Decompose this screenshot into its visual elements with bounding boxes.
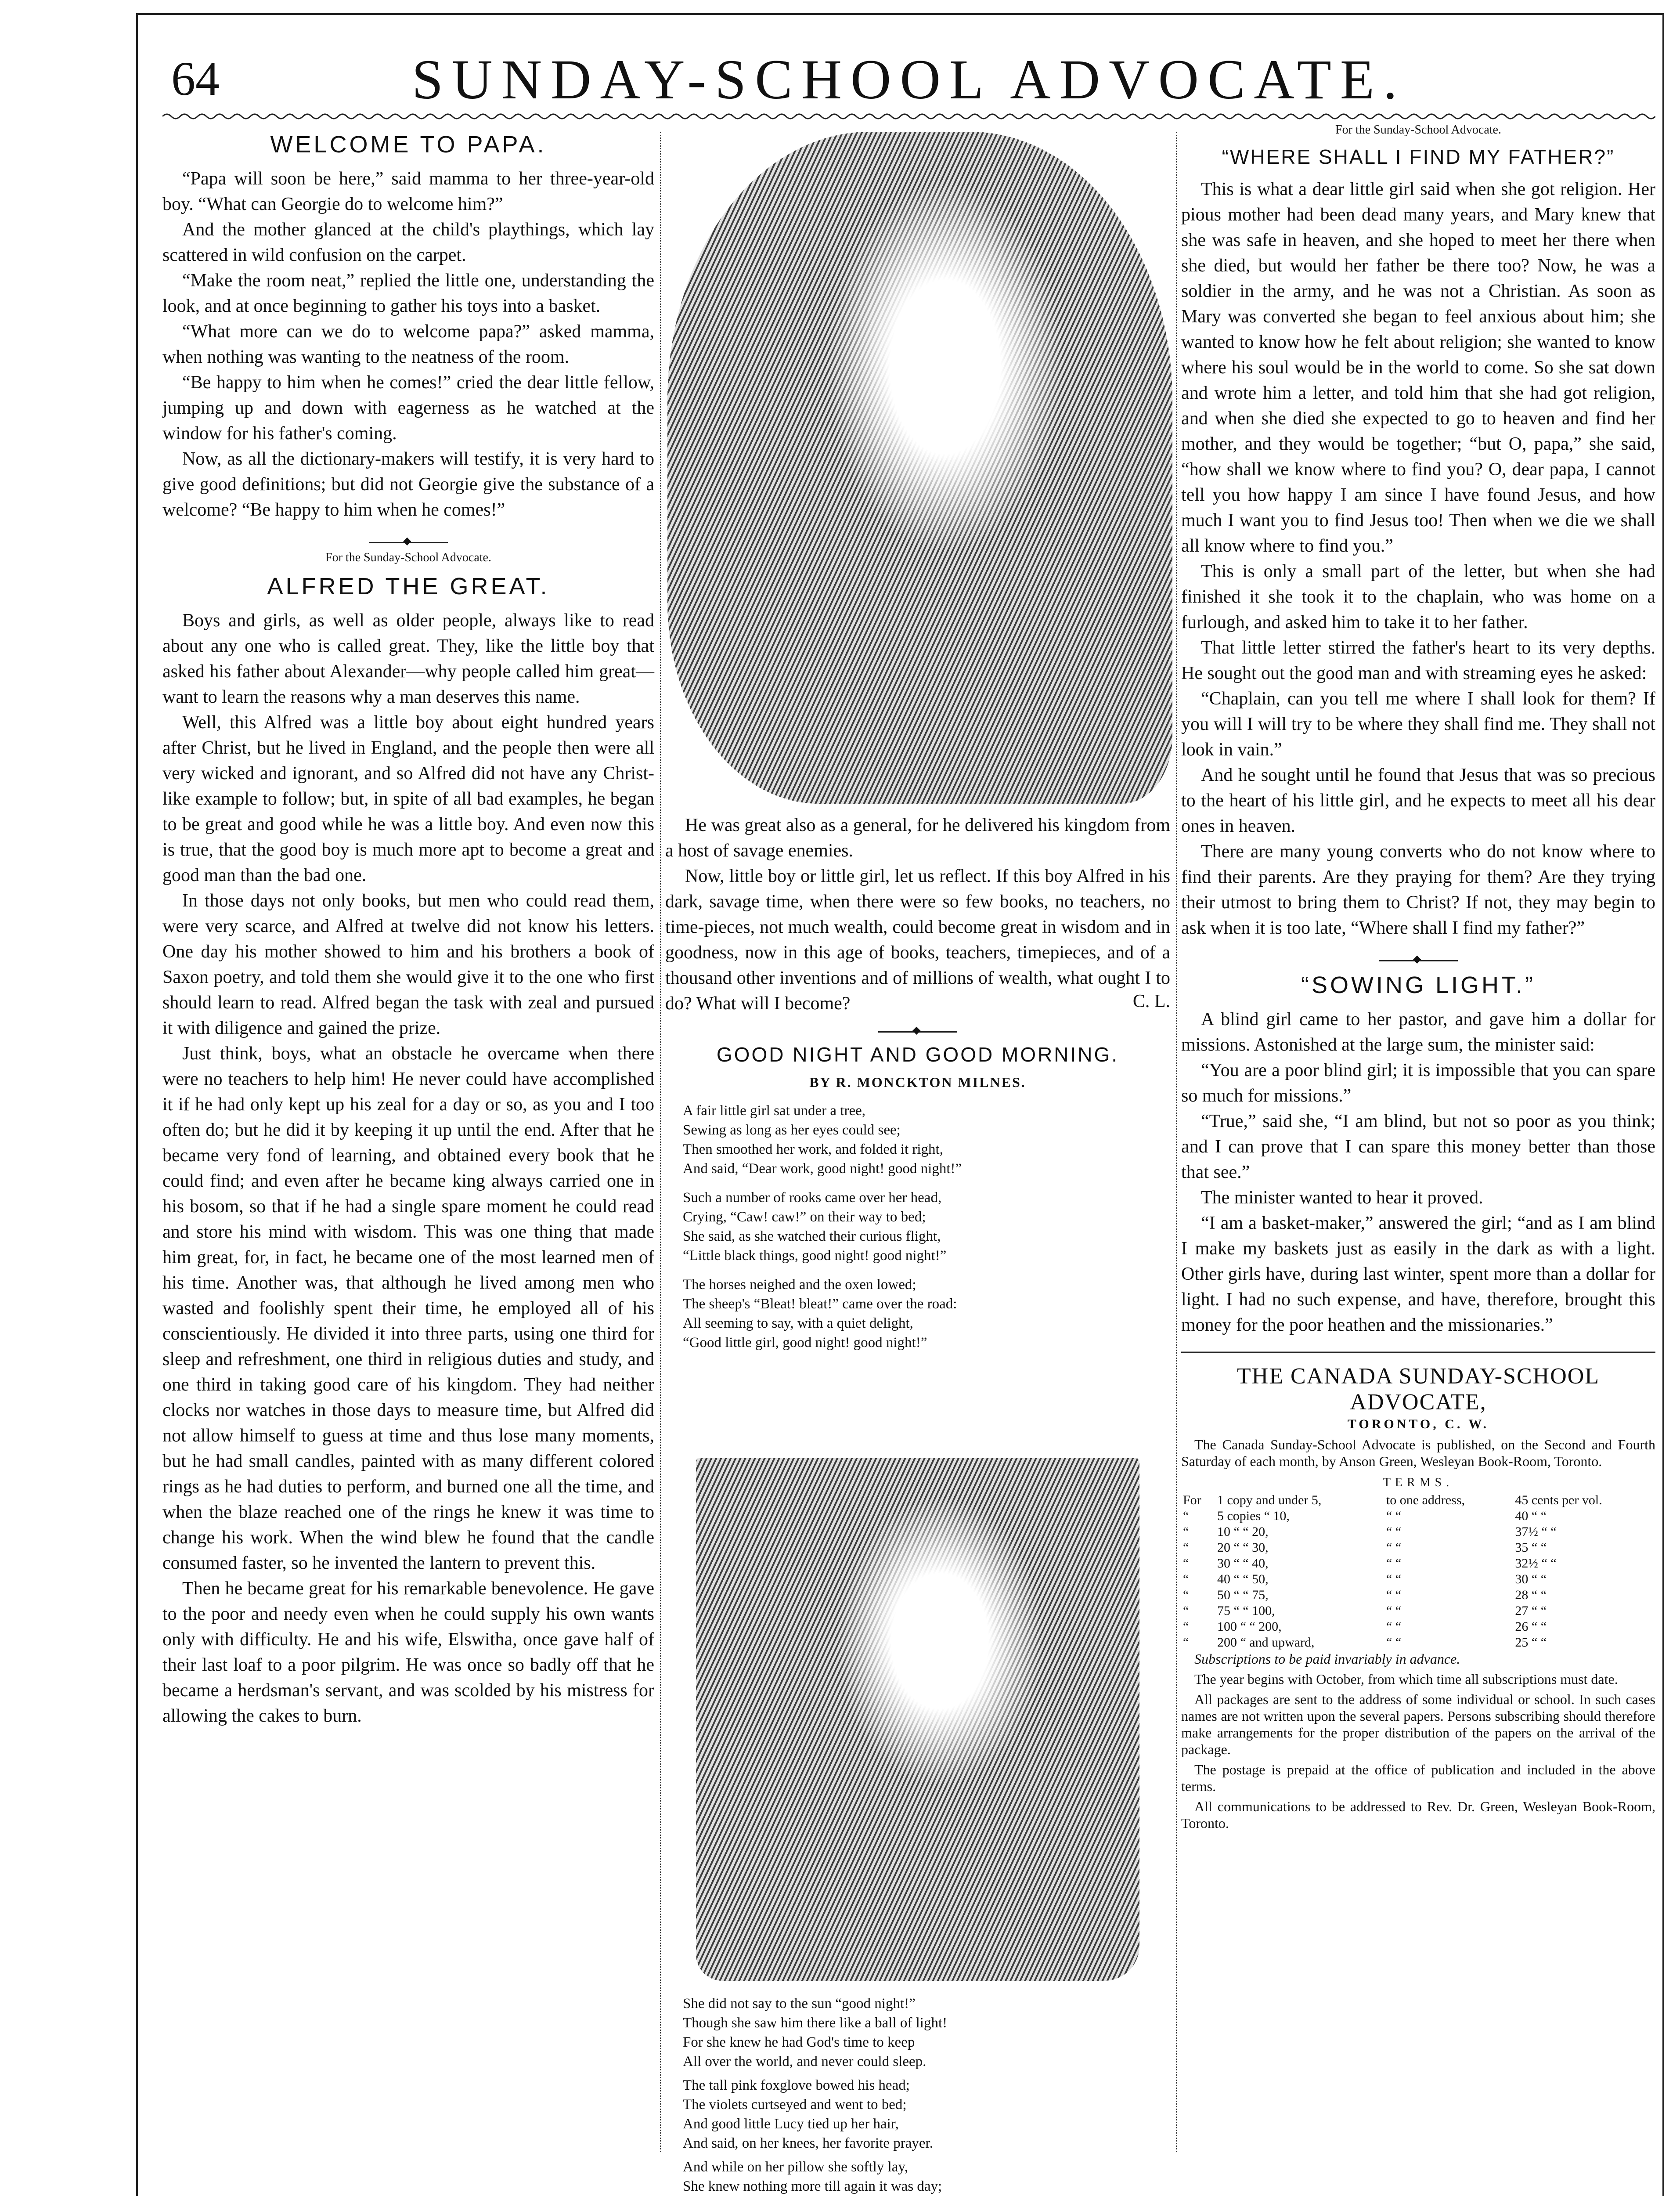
poem-line: Such a number of rooks came over her head, <box>683 1190 942 1206</box>
paragraph: “I am a basket-maker,” answered the girl; “and as I am blind I make my baskets just as easily in the dark as with a light. Other girls have, during last winter, spent more than a dollar for light. I had no such expense, and have, therefore, brought this money for the poor heathen and the missionaries.” <box>1181 1213 1655 1335</box>
terms-table <box>1181 1492 1655 1651</box>
engraving-mother-and-child-illustration <box>696 1458 1139 1981</box>
engraving-king-alfred-illustration <box>667 132 1172 804</box>
table-cell: 1 copy and under 5, <box>1217 1493 1322 1507</box>
table-cell: 25 “ “ <box>1515 1635 1547 1650</box>
poem-line: A fair little girl sat under a tree, <box>683 1103 866 1119</box>
paragraph: The minister wanted to hear it proved. <box>1201 1188 1483 1208</box>
paragraph: Then he became great for his remarkable benevolence. He gave to the poor and needy even when he could supply his own wants only with difficulty. He and his wife, Elswitha, once gave half of their last loaf to a poor pilgrim. He was once so badly off that he became a herdsman's servant, and was scolded by his mistress for allowing the cakes to burn. <box>162 1578 654 1726</box>
poem-continuation <box>665 1994 1170 2196</box>
article-title: ALFRED THE GREAT. <box>267 573 550 600</box>
table-cell: “ “ <box>1386 1619 1402 1634</box>
poem-line: All seeming to say, with a quiet delight, <box>683 1315 913 1331</box>
table-cell: 5 copies “ 10, <box>1217 1509 1290 1523</box>
paragraph: “You are a poor blind girl; it is impossible that you can spare so much for missions.” <box>1181 1060 1655 1106</box>
table-cell: “ “ <box>1386 1540 1402 1555</box>
poem-line: For she knew he had God's time to keep <box>683 2034 915 2050</box>
poem-line: And while on her pillow she softly lay, <box>683 2159 908 2175</box>
table-cell: “ <box>1183 1509 1189 1523</box>
paragraph: There are many young converts who do not know where to find their parents. Are they praying for them? Are they trying their utmost to bring them to Christ? If not, they may begin to ask when it is too late, “Where shall I find my father?” <box>1181 842 1655 938</box>
table-cell: “ “ <box>1386 1588 1402 1602</box>
table-cell: “ “ <box>1386 1604 1402 1618</box>
imprint-intro: The Canada Sunday-School Advocate is published, on the Second and Fourth Saturday of each month, by Anson Green, Wesleyan Book-Room, Toronto. <box>1181 1437 1655 1469</box>
table-cell: “ <box>1183 1635 1189 1650</box>
poem-line: She said, as she watched their curious flight, <box>683 1228 941 1244</box>
poem-line: And said, on her knees, her favorite prayer. <box>683 2135 933 2151</box>
table-cell: 30 “ “ 40, <box>1217 1556 1269 1571</box>
page-header <box>162 35 1655 110</box>
table-cell: 50 “ “ 75, <box>1217 1588 1269 1602</box>
table-cell: “ <box>1183 1604 1189 1618</box>
paragraph: “True,” said she, “I am blind, but not so poor as you think; and I can prove that I can spare this money better than those that see.” <box>1181 1111 1655 1182</box>
article-welcome-to-papa <box>162 131 654 523</box>
poem-line: All over the world, and never could sleep. <box>683 2054 927 2070</box>
poem-stanza <box>683 1275 1170 1352</box>
table-cell: “ “ <box>1386 1556 1402 1571</box>
paragraph: “Make the room neat,” replied the little one, understanding the look, and at once beginning to gather his toys into a basket. <box>162 271 654 316</box>
table-cell: 32½ “ “ <box>1515 1556 1557 1571</box>
paragraph: He was great also as a general, for he delivered his kingdom from a host of savage enemies. <box>665 815 1170 861</box>
table-cell: “ “ <box>1386 1509 1402 1523</box>
paragraph: Boys and girls, as well as older people, always like to read about any one who is called great. They, like the little boy that asked his father about Alexander—why people called him great—want to learn the reasons why a man deserves this name. <box>162 610 654 707</box>
paragraph: Just think, boys, what an obstacle he overcame when there were no teachers to help him! He never could have accomplished it if he had only kept up his zeal for a day or so, as you and I too often do; but he did it by keeping it up until the end. After that he became very fond of learning, and obtained every book that he could find; and even after he became king always carried one in his bosom, so that if he had a single spare moment he could read and store his mind with wisdom. This was one thing that made him great, for, in fact, he became one of the most learned men of his time. Another was, that although he lived among men who wasted and foolishly spent their time, he employed all of his conscientiously. He divided it into three parts, using one third for sleep and refreshment, one third in religious duties and study, and one third in taking good care of his kingdom. They had neither clocks nor watches in those days to measure time, but Alfred did not allow himself to guess at time and thus lose many moments, but he had small candles, painted with as many different colored rings as he had duties to perform, and burned one all the time, and when the blaze reached one of the rings he knew it was time to change his work. When the wind blew he found that the candle consumed faster, so he invented the lantern to prevent this. <box>162 1044 654 1573</box>
paragraph: “Papa will soon be here,” said mamma to her three-year-old boy. “What can Georgie do to welcome him?” <box>162 169 654 214</box>
paragraph: This is what a dear little girl said when she got religion. Her pious mother had been dead many years, and Mary knew that she was safe in heaven, and she hoped to meet her there when she died, but would her father be there too? Now, he was a soldier in the army, and he was not a Christian. As soon as Mary was converted she began to feel anxious about him; she wanted to know how he felt about religion; she wanted to know where his soul would be in the world to come. So she sat down and wrote him a letter, and told him that she had got religion, and when she died she expected to go to heaven and find her mother, and they would be together; “but O, papa,” she said, “how shall we know where to find you? O, dear papa, I cannot tell you how happy I am since I have found Jesus, and how much I want you to find Jesus too! Then when we die we shall all know where to find you.” <box>1181 179 1655 556</box>
page-number: 64 <box>171 52 220 105</box>
paragraph: “What more can we do to welcome papa?” asked mamma, when nothing was wanting to the neatness of the room. <box>162 321 654 367</box>
table-cell: 40 “ “ <box>1515 1509 1547 1523</box>
table-row <box>1181 1524 1655 1540</box>
poem-line: Though she saw him there like a ball of light! <box>683 2015 948 2031</box>
table-cell: “ <box>1183 1540 1189 1555</box>
table-row <box>1181 1603 1655 1619</box>
imprint-place: TORONTO, C. W. <box>1347 1417 1489 1431</box>
table-cell: 10 “ “ 20, <box>1217 1524 1269 1539</box>
table-cell: “ “ <box>1386 1572 1402 1586</box>
table-cell: 28 “ “ <box>1515 1588 1547 1602</box>
poem-line: Then smoothed her work, and folded it right, <box>683 1141 943 1157</box>
table-cell: 26 “ “ <box>1515 1619 1547 1634</box>
paragraph: In those days not only books, but men who could read them, were very scarce, and Alfred at twelve did not know his letters. One day his mother showed to him and his brothers a book of Saxon poetry, and told them she would give it to the one who first should learn to read. Alfred began the task with zeal and pursued it with diligence and gained the prize. <box>162 891 654 1038</box>
table-cell: 45 cents per vol. <box>1515 1493 1602 1507</box>
table-cell: “ “ <box>1386 1524 1402 1539</box>
imprint-note: All packages are sent to the address of some individual or school. In such cases names are not written upon the several papers. Persons subscribing should therefore make arrangements for the proper distribution of the papers on the arrival of the package. <box>1181 1691 1655 1757</box>
section-separator <box>162 538 654 545</box>
table-cell: “ “ <box>1386 1635 1402 1650</box>
table-cell: 100 “ “ 200, <box>1217 1619 1282 1634</box>
imprint-title: THE CANADA SUNDAY-SCHOOL ADVOCATE, <box>1237 1364 1600 1415</box>
poem-line: The tall pink foxglove bowed his head; <box>683 2077 910 2093</box>
poem-line: She did not say to the sun “good night!” <box>683 1996 916 2012</box>
poem-line: “Little black things, good night! good night!” <box>683 1248 947 1264</box>
poem-line: She knew nothing more till again it was day; <box>683 2178 942 2194</box>
poem-good-night-and-good-morning <box>665 1043 1170 1352</box>
publisher-imprint <box>1181 1351 1655 1831</box>
header-wavy-rule <box>162 110 1655 123</box>
article-sowing-light <box>1181 972 1655 1338</box>
imprint-note: The postage is prepaid at the office of publication and included in the above terms. <box>1181 1762 1655 1794</box>
paragraph: And the mother glanced at the child's playthings, which lay scattered in wild confusion on the carpet. <box>162 220 654 265</box>
poem-line: The horses neighed and the oxen lowed; <box>683 1277 916 1293</box>
table-cell: 40 “ “ 50, <box>1217 1572 1269 1586</box>
article-title: “SOWING LIGHT.” <box>1301 972 1536 998</box>
article-alfred-the-great <box>162 551 654 1729</box>
paragraph: And he sought until he found that Jesus that was so precious to the heart of his little girl, and he expects to meet all his dear ones in heaven. <box>1181 765 1655 836</box>
table-cell: “ <box>1183 1588 1189 1602</box>
paragraph: That little letter stirred the father's heart to its very depths. He sought out the good man and with streaming eyes he asked: <box>1181 638 1655 683</box>
table-row <box>1181 1540 1655 1556</box>
table-row <box>1181 1492 1655 1508</box>
table-cell: 75 “ “ 100, <box>1217 1604 1275 1618</box>
column-left <box>162 123 654 2161</box>
article-title: “WHERE SHALL I FIND MY FATHER?” <box>1222 145 1615 168</box>
table-cell: 27 “ “ <box>1515 1604 1547 1618</box>
table-cell: “ <box>1183 1524 1189 1539</box>
table-row <box>1181 1508 1655 1524</box>
article-title: WELCOME TO PAPA. <box>270 131 547 158</box>
paragraph: A blind girl came to her pastor, and gave him a dollar for missions. Astonished at the large sum, the minister said: <box>1181 1009 1655 1055</box>
article-where-shall-i-find-my-father <box>1181 123 1655 941</box>
poem-line: The violets curtseyed and went to bed; <box>683 2097 907 2113</box>
masthead: SUNDAY-SCHOOL ADVOCATE. <box>411 48 1406 111</box>
table-cell: 200 “ and upward, <box>1217 1635 1315 1650</box>
poem-stanza <box>683 1994 1170 2071</box>
column-right <box>1181 123 1655 2161</box>
poem-stanza <box>683 2076 1170 2153</box>
paragraph: Now, as all the dictionary-makers will testify, it is very hard to give good definitions; but did not Georgie give the substance of a welcome? “Be happy to him when he comes!” <box>162 449 654 520</box>
table-cell: “ <box>1183 1572 1189 1586</box>
article-signature: C. L. <box>1132 991 1170 1011</box>
table-cell: 20 “ “ 30, <box>1217 1540 1269 1555</box>
terms-heading: TERMS. <box>1383 1476 1454 1489</box>
poem-title: GOOD NIGHT AND GOOD MORNING. <box>716 1043 1119 1066</box>
article-kicker: For the Sunday-School Advocate. <box>1335 123 1501 137</box>
poem-line: And said, “Dear work, good night! good night!” <box>683 1161 962 1177</box>
table-cell: to one address, <box>1386 1493 1465 1507</box>
advance-payment-note: Subscriptions to be paid invariably in advance. <box>1194 1651 1460 1667</box>
poem-line: “Good little girl, good night! good night!” <box>683 1335 927 1351</box>
table-row <box>1181 1619 1655 1635</box>
imprint-note: All communications to be addressed to Rev. Dr. Green, Wesleyan Book-Room, Toronto. <box>1181 1799 1655 1831</box>
article-kicker: For the Sunday-School Advocate. <box>325 551 491 564</box>
section-separator <box>665 1027 1170 1035</box>
paragraph: Now, little boy or little girl, let us reflect. If this boy Alfred in his dark, savage time, when there were so few books, no teachers, no time-pieces, not much wealth, could become great in wisdom and in goodness, now in this age of books, teachers, timepieces, and of a thousand other inventions and of millions of wealth, what ought I to do? What will I become? <box>665 866 1170 1014</box>
column-rule-right <box>1176 132 1177 2152</box>
paragraph: This is only a small part of the letter, but when she had finished it she took it to the chaplain, who was home on a furlough, and asked him to take it to her father. <box>1181 561 1655 632</box>
table-cell: For <box>1183 1493 1201 1507</box>
table-cell: 37½ “ “ <box>1515 1524 1557 1539</box>
poem-line: Crying, “Caw! caw!” on their way to bed; <box>683 1209 926 1225</box>
table-cell: 30 “ “ <box>1515 1572 1547 1586</box>
poem-stanza <box>683 1188 1170 1265</box>
poem-stanza <box>683 1101 1170 1178</box>
poem-line: And good little Lucy tied up her hair, <box>683 2116 899 2132</box>
table-cell: 35 “ “ <box>1515 1540 1547 1555</box>
paragraph: “Chaplain, can you tell me where I shall look for them? If you will I will try to be where they shall find me. They shall not look in vain.” <box>1181 689 1655 760</box>
table-row <box>1181 1556 1655 1571</box>
column-rule-left <box>660 132 661 2152</box>
paragraph: “Be happy to him when he comes!” cried the dear little fellow, jumping up and down with eagerness as he watched at the window for his father's coming. <box>162 372 654 444</box>
poem-line: The sheep's “Bleat! bleat!” came over the road: <box>683 1296 957 1312</box>
section-separator <box>1181 956 1655 964</box>
table-row <box>1181 1571 1655 1587</box>
table-cell: “ <box>1183 1556 1189 1571</box>
poem-line: Sewing as long as her eyes could see; <box>683 1122 901 1138</box>
table-cell: “ <box>1183 1619 1189 1634</box>
imprint-note: The year begins with October, from which time all subscriptions must date. <box>1194 1671 1618 1687</box>
poem-byline: BY R. MONCKTON MILNES. <box>809 1074 1026 1090</box>
table-row <box>1181 1587 1655 1603</box>
paragraph: Well, this Alfred was a little boy about eight hundred years after Christ, but he lived in England, and the people then were all very wicked and ignorant, and so Alfred did not have any Christ-like example to follow; but, in spite of all bad examples, he began to be great and good while he was a little boy. And even now this is true, that the good boy is much more apt to become a great and good man than the bad one. <box>162 712 654 885</box>
table-row <box>1181 1635 1655 1651</box>
poem-stanza <box>683 2157 1170 2196</box>
